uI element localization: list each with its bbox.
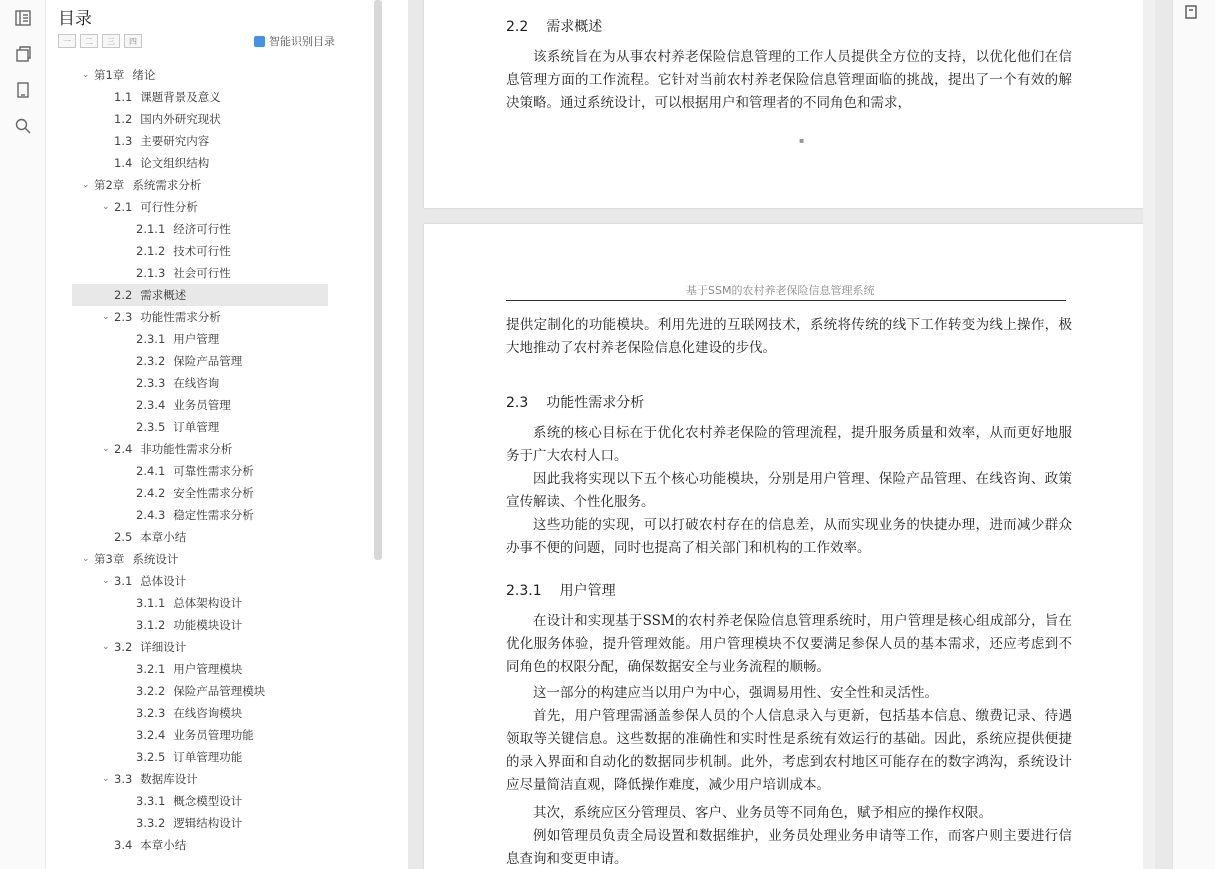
toc-item-label: 安全性需求分析 — [173, 486, 254, 500]
toc-item[interactable] — [124, 482, 254, 504]
expand-arrow-icon[interactable]: ⌄ — [82, 70, 90, 80]
toc-item-label: 逻辑结构设计 — [173, 816, 243, 830]
level-2-button[interactable]: 二 — [80, 34, 98, 48]
toc-item-number: 1.4 — [114, 156, 133, 170]
toc-item[interactable] — [124, 680, 265, 702]
right-tool-rail — [1172, 0, 1215, 869]
toc-item[interactable] — [102, 86, 221, 108]
toc-item-label: 社会可行性 — [173, 266, 231, 280]
toc-item-number: 2.5 — [114, 530, 133, 544]
toc-item-number: 3.1.1 — [136, 596, 166, 610]
toc-item[interactable] — [102, 108, 221, 130]
toc-item-number: 3.2.5 — [136, 750, 166, 764]
document-viewer — [408, 0, 1172, 869]
toc-item-label: 保险产品管理 — [173, 354, 243, 368]
expand-arrow-icon[interactable]: ⌄ — [102, 444, 110, 454]
toc-item-label: 可靠性需求分析 — [173, 464, 254, 478]
toc-item[interactable] — [82, 64, 155, 86]
toc-item[interactable] — [124, 724, 254, 746]
toc-item[interactable] — [124, 240, 231, 262]
toc-item-number: 3.2.4 — [136, 728, 166, 742]
toc-item-label: 需求概述 — [140, 288, 187, 302]
toc-item-label: 可行性分析 — [140, 200, 198, 214]
toc-item-label: 业务员管理功能 — [173, 728, 254, 742]
toc-item-number: 2.2 — [114, 288, 133, 302]
toc-item-number: 2.1 — [114, 200, 133, 214]
toc-item[interactable] — [102, 834, 186, 856]
toc-item-label: 系统需求分析 — [132, 178, 202, 192]
paragraph: 该系统旨在为从事农村养老保险信息管理的工作人员提供全方位的支持，以优化他们在信息管理方面的工作流程。它针对当前农村养老保险信息管理面临的挑战，提出了一个有效的解决策略。通过系统设计，可以根据用户和管理者的不同角色和需求， — [506, 49, 1072, 111]
level-3-button[interactable]: 三 — [102, 34, 120, 48]
document-page — [424, 0, 1144, 208]
smart-toc-icon — [254, 36, 265, 47]
toc-item-number: 3.3.2 — [136, 816, 166, 830]
toc-item[interactable] — [102, 130, 209, 152]
expand-arrow-icon[interactable]: ⌄ — [102, 774, 110, 784]
toc-item-label: 功能性需求分析 — [140, 310, 221, 324]
toc-item[interactable] — [82, 174, 201, 196]
heading-text: 用户管理 — [559, 583, 616, 599]
toc-item-label: 本章小结 — [140, 530, 187, 544]
toc-item[interactable] — [124, 350, 242, 372]
toc-item-number: 第2章 — [94, 178, 125, 192]
toc-item-label: 数据库设计 — [140, 772, 198, 786]
paragraph: 这些功能的实现，可以打破农村存在的信息差，从而实现业务的快捷办理，进而减少群众办事不便的问题，同时也提高了相关部门和机构的工作效率。 — [506, 517, 1072, 556]
toc-item-label: 经济可行性 — [173, 222, 231, 236]
expand-arrow-icon[interactable]: ⌄ — [102, 642, 110, 652]
toc-item-number: 2.3.1 — [136, 332, 166, 346]
heading-text: 需求概述 — [546, 19, 603, 35]
toc-item-number: 第1章 — [94, 68, 125, 82]
toc-item-label: 在线咨询模块 — [173, 706, 243, 720]
paragraph: 提供定制化的功能模块。利用先进的互联网技术，系统将传统的线下工作转变为线上操作，极大地推动了农村养老保险信息化建设的步伐。 — [506, 317, 1072, 356]
toc-item-label: 课题背景及意义 — [140, 90, 221, 104]
toc-item-number: 2.3.5 — [136, 420, 166, 434]
toc-item[interactable] — [124, 262, 231, 284]
toc-item[interactable] — [124, 614, 242, 636]
toc-item-number: 2.3.3 — [136, 376, 166, 390]
toc-item-label: 用户管理模块 — [173, 662, 243, 676]
toc-item[interactable] — [124, 746, 242, 768]
toc-item-label: 总体架构设计 — [173, 596, 243, 610]
toc-scrollbar[interactable] — [374, 0, 382, 560]
toc-item-number: 2.3.4 — [136, 398, 166, 412]
toc-item-number: 3.2.1 — [136, 662, 166, 676]
toc-item[interactable] — [124, 658, 242, 680]
paragraph: 在设计和实现基于SSM的农村养老保险信息管理系统时，用户管理是核心组成部分，旨在优化服务体验，提升管理效能。用户管理模块不仅要满足参保人员的基本需求，还应考虑到不同角色的权限分配，确保数据安全与业务流程的顺畅。 — [506, 613, 1072, 675]
left-tool-rail — [0, 0, 46, 869]
expand-arrow-icon[interactable]: ⌄ — [82, 180, 90, 190]
toc-item-number: 3.2 — [114, 640, 133, 654]
toc-item-number: 2.1.2 — [136, 244, 166, 258]
page-header-text: 基于SSM的农村养老保险信息管理系统 — [686, 284, 875, 297]
toc-item-number: 2.4.1 — [136, 464, 166, 478]
toc-item-number: 1.2 — [114, 112, 133, 126]
toc-item-number: 3.2.3 — [136, 706, 166, 720]
toc-item[interactable] — [72, 284, 328, 306]
toc-item-label: 详细设计 — [140, 640, 187, 654]
toc-item[interactable] — [124, 504, 254, 526]
section-heading — [506, 392, 644, 412]
toc-item-label: 概念模型设计 — [173, 794, 243, 808]
toc-item-label: 用户管理 — [173, 332, 220, 346]
toc-item[interactable] — [124, 790, 242, 812]
page-marker: ▪ — [799, 136, 805, 145]
toc-icon[interactable] — [11, 6, 35, 30]
expand-arrow-icon[interactable]: ⌄ — [82, 554, 90, 564]
toc-item[interactable] — [124, 328, 219, 350]
toc-item[interactable] — [124, 460, 254, 482]
toc-item-label: 订单管理 — [173, 420, 220, 434]
toc-item-number: 3.1 — [114, 574, 133, 588]
subsection-heading — [506, 580, 616, 600]
toc-item-label: 保险产品管理模块 — [173, 684, 266, 698]
toc-item[interactable] — [102, 636, 186, 658]
toc-item-label: 主要研究内容 — [140, 134, 210, 148]
toc-item-label: 技术可行性 — [173, 244, 231, 258]
toc-item-label: 业务员管理 — [173, 398, 231, 412]
toc-item-label: 稳定性需求分析 — [173, 508, 254, 522]
level-4-button[interactable]: 四 — [124, 34, 142, 48]
paragraph: 例如管理员负责全局设置和数据维护，业务员处理业务申请等工作，而客户则主要进行信息查询和变更申请。 — [506, 828, 1072, 867]
toc-item[interactable] — [82, 548, 178, 570]
toc-item[interactable] — [124, 592, 242, 614]
toc-item-number: 2.4.3 — [136, 508, 166, 522]
toc-panel — [46, 0, 408, 869]
expand-arrow-icon[interactable]: ⌄ — [102, 576, 110, 586]
toc-item-label: 功能模块设计 — [173, 618, 243, 632]
toc-item-label: 国内外研究现状 — [140, 112, 221, 126]
toc-item[interactable] — [124, 812, 242, 834]
heading-number: 2.2 — [506, 19, 529, 35]
toc-title: 目录 — [58, 9, 92, 29]
heading-number: 2.3.1 — [506, 583, 542, 599]
toc-item[interactable] — [124, 702, 242, 724]
toc-level-buttons — [58, 34, 142, 48]
toc-item-label: 订单管理功能 — [173, 750, 243, 764]
toc-item-number: 2.4.2 — [136, 486, 166, 500]
toc-item[interactable] — [102, 152, 209, 174]
toc-item-number: 2.1.3 — [136, 266, 166, 280]
paragraph: 系统的核心目标在于优化农村养老保险的管理流程，提升服务质量和效率，从而更好地服务于广大农村人口。 — [506, 425, 1072, 464]
toc-item-label: 系统设计 — [132, 552, 179, 566]
paragraph: 其次，系统应区分管理员、客户、业务员等不同角色，赋予相应的操作权限。 — [533, 805, 992, 821]
toc-item-number: 2.1.1 — [136, 222, 166, 236]
page-header-rule — [506, 300, 1066, 301]
toc-item-number: 3.1.2 — [136, 618, 166, 632]
toc-item-number: 3.2.2 — [136, 684, 166, 698]
heading-text: 功能性需求分析 — [546, 395, 645, 411]
search-icon[interactable] — [11, 114, 35, 138]
toc-item-number: 1.1 — [114, 90, 133, 104]
toc-item-label: 论文组织结构 — [140, 156, 210, 170]
smart-toc-button[interactable] — [254, 33, 335, 49]
toc-item-number: 第3章 — [94, 552, 125, 566]
toc-item[interactable] — [102, 768, 198, 790]
toc-item[interactable] — [102, 526, 186, 548]
pages-icon[interactable] — [11, 42, 35, 66]
toc-item[interactable] — [124, 394, 231, 416]
toc-item[interactable] — [102, 306, 221, 328]
annotation-icon[interactable] — [1183, 4, 1203, 24]
expand-arrow-icon[interactable]: ⌄ — [102, 202, 110, 212]
toc-item-label: 绪论 — [132, 68, 156, 82]
toc-item-number: 1.3 — [114, 134, 133, 148]
toc-item[interactable] — [102, 570, 186, 592]
toc-item-number: 3.4 — [114, 838, 133, 852]
document-page — [424, 224, 1144, 869]
toc-item-label: 在线咨询 — [173, 376, 220, 390]
toc-item-label: 总体设计 — [140, 574, 187, 588]
toc-item-number: 2.4 — [114, 442, 133, 456]
level-1-button[interactable]: 一 — [58, 34, 76, 48]
toc-item[interactable] — [102, 438, 232, 460]
toc-item-label: 非功能性需求分析 — [140, 442, 233, 456]
toc-item-number: 2.3.2 — [136, 354, 166, 368]
toc-item-number: 3.3.1 — [136, 794, 166, 808]
smart-toc-label: 智能识别目录 — [269, 35, 335, 48]
paragraph: 首先，用户管理需涵盖参保人员的个人信息录入与更新，包括基本信息、缴费记录、待遇领取等关键信息。这些数据的准确性和实时性是系统有效运行的基础。因此，系统应提供便捷的录入界面和自动化的数据同步机制。此外，考虑到农村地区可能存在的数字鸿沟，系统设计应尽量简洁直观，降低操作难度，减少用户培训成本。 — [506, 708, 1072, 793]
toc-item-label: 本章小结 — [140, 838, 187, 852]
section-heading — [506, 16, 602, 36]
toc-item[interactable] — [124, 372, 219, 394]
toc-item[interactable] — [124, 218, 231, 240]
paragraph: 这一部分的构建应当以用户为中心，强调易用性、安全性和灵活性。 — [533, 685, 938, 701]
toc-item-number: 3.3 — [114, 772, 133, 786]
toc-item-number: 2.3 — [114, 310, 133, 324]
bookmark-icon[interactable] — [11, 78, 35, 102]
document-scrollbar[interactable] — [1143, 0, 1155, 869]
expand-arrow-icon[interactable]: ⌄ — [102, 312, 110, 322]
toc-item[interactable] — [124, 416, 219, 438]
paragraph: 因此我将实现以下五个核心功能模块，分别是用户管理、保险产品管理、在线咨询、政策宣传解读、个性化服务。 — [506, 471, 1072, 510]
heading-number: 2.3 — [506, 395, 529, 411]
toc-item[interactable] — [102, 196, 198, 218]
